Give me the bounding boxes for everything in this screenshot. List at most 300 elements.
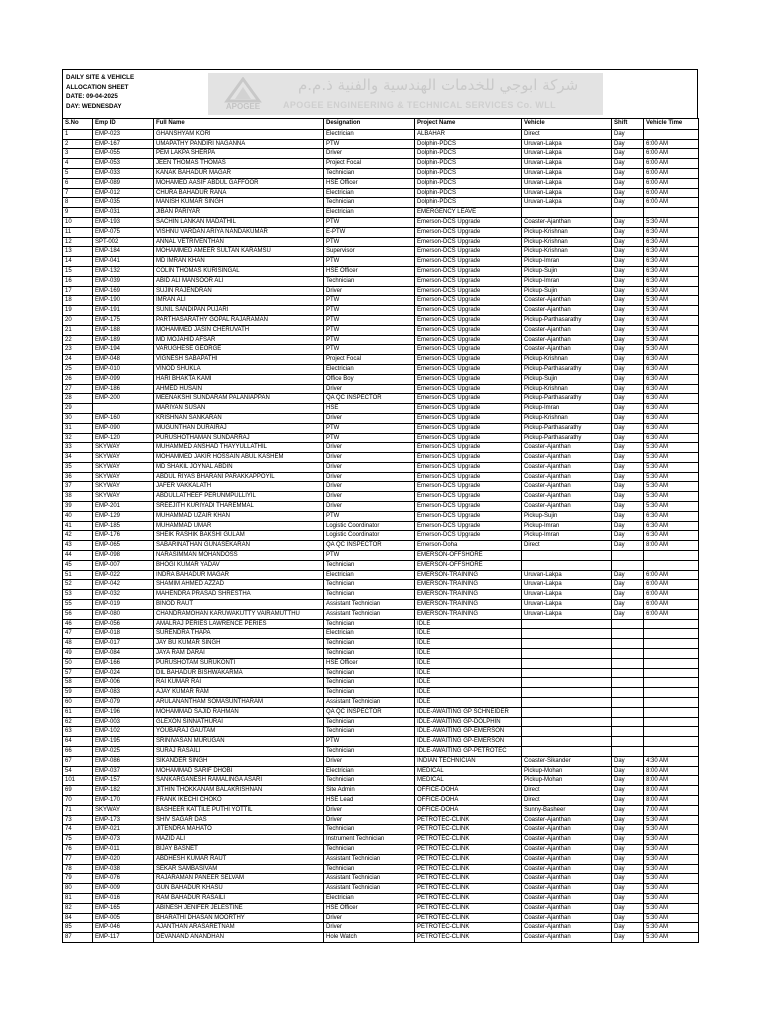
- table-cell: 50: [63, 658, 93, 668]
- table-cell: 31: [63, 423, 93, 433]
- table-cell: MD SHAKIL JOYNAL ABDIN: [154, 462, 324, 472]
- table-cell: MOHAMMED AMEER SULTAN KARAMSU: [154, 247, 324, 257]
- table-cell: Pickup-Imran: [522, 521, 612, 531]
- table-row: [63, 355, 699, 365]
- table-cell: 6:30 AM: [644, 511, 699, 521]
- table-row: [63, 541, 699, 551]
- table-cell: 5:30 AM: [644, 482, 699, 492]
- table-cell: PURUSHOTHAMAN SUNDARRAJ: [154, 433, 324, 443]
- table-cell: 6:30 AM: [644, 355, 699, 365]
- table-cell: Day: [612, 168, 644, 178]
- table-cell: Pickup-Imran: [522, 404, 612, 414]
- table-row: [63, 649, 699, 659]
- table-cell: PETROTEC-CLINK: [415, 874, 522, 884]
- table-cell: 6: [63, 178, 93, 188]
- table-cell: Uruvan-Lakpa: [522, 188, 612, 198]
- table-cell: EMP-011: [93, 844, 154, 854]
- table-cell: 6:30 AM: [644, 374, 699, 384]
- table-cell: ANNAL VETRIVENTHAN: [154, 237, 324, 247]
- table-cell: 6:30 AM: [644, 364, 699, 374]
- table-cell: IMRAN ALI: [154, 296, 324, 306]
- table-cell: 5:30 AM: [644, 325, 699, 335]
- table-cell: EMP-190: [93, 296, 154, 306]
- table-cell: GUN BAHADUR KHASU: [154, 884, 324, 894]
- table-cell: 4:30 AM: [644, 756, 699, 766]
- table-row: [63, 776, 699, 786]
- table-cell: 6:30 AM: [644, 423, 699, 433]
- table-cell: [644, 629, 699, 639]
- table-cell: 15: [63, 266, 93, 276]
- table-cell: VISHNU VARDAN ARIYA NANDAKUMAR: [154, 227, 324, 237]
- table-cell: 7:00 AM: [644, 805, 699, 815]
- table-cell: EMP-200: [93, 394, 154, 404]
- table-cell: PTW: [324, 335, 415, 345]
- table-cell: Emerson-DCS Upgrade: [415, 306, 522, 316]
- table-cell: Coaster-Ajanthan: [522, 492, 612, 502]
- table-cell: PETROTEC-CLINK: [415, 923, 522, 933]
- table-cell: IDLE: [415, 629, 522, 639]
- table-cell: 45: [63, 560, 93, 570]
- table-cell: 10: [63, 217, 93, 227]
- table-cell: 73: [63, 815, 93, 825]
- table-cell: 23: [63, 345, 93, 355]
- table-cell: Logistic Coordinator: [324, 521, 415, 531]
- table-cell: 5:30 AM: [644, 335, 699, 345]
- table-cell: EMERSON-OFFSHORE: [415, 551, 522, 561]
- table-cell: 29: [63, 404, 93, 414]
- table-cell: Site Admin: [324, 786, 415, 796]
- table-cell: EMERSON-TRAINING: [415, 580, 522, 590]
- table-cell: 6:30 AM: [644, 286, 699, 296]
- table-row: [63, 893, 699, 903]
- table-row: [63, 404, 699, 414]
- table-cell: SABARINATHAN GUNASEKARAN: [154, 541, 324, 551]
- table-cell: 22: [63, 335, 93, 345]
- table-cell: EMP-188: [93, 325, 154, 335]
- table-cell: Driver: [324, 502, 415, 512]
- table-cell: 5:30 AM: [644, 217, 699, 227]
- table-cell: Day: [612, 590, 644, 600]
- table-cell: Day: [612, 933, 644, 943]
- table-cell: Day: [612, 404, 644, 414]
- table-cell: SEKAR SAMBASIVAM: [154, 864, 324, 874]
- table-cell: Emerson-DCS Upgrade: [415, 276, 522, 286]
- table-cell: 5:30 AM: [644, 893, 699, 903]
- table-cell: SREEJITH KURIYADI THAREMMAL: [154, 502, 324, 512]
- table-cell: [612, 678, 644, 688]
- table-cell: MD IMRAN KHAN: [154, 257, 324, 267]
- table-cell: Day: [612, 286, 644, 296]
- table-cell: YOUBARAJ GAUTAM: [154, 727, 324, 737]
- table-row: [63, 727, 699, 737]
- table-cell: 6:30 AM: [644, 257, 699, 267]
- table-cell: EMP-056: [93, 619, 154, 629]
- table-row: [63, 433, 699, 443]
- table-cell: 8:00 AM: [644, 776, 699, 786]
- table-cell: NARASIMMAN MOHANDOSS: [154, 551, 324, 561]
- table-cell: Day: [612, 315, 644, 325]
- table-cell: Assistant Technician: [324, 600, 415, 610]
- column-header: Shift: [612, 119, 644, 130]
- table-cell: Coaster-Ajanthan: [522, 502, 612, 512]
- column-header: Project Name: [415, 119, 522, 130]
- table-row: [63, 639, 699, 649]
- table-cell: [612, 727, 644, 737]
- table-cell: [612, 649, 644, 659]
- table-cell: Emerson-DCS Upgrade: [415, 502, 522, 512]
- table-cell: VARUGHESE GEORGE: [154, 345, 324, 355]
- table-row: [63, 511, 699, 521]
- table-cell: [612, 747, 644, 757]
- table-cell: Pickup-Krishnan: [522, 355, 612, 365]
- table-cell: 6:30 AM: [644, 315, 699, 325]
- table-cell: [644, 678, 699, 688]
- table-cell: Day: [612, 306, 644, 316]
- table-cell: PTW: [324, 423, 415, 433]
- table-cell: 5:30 AM: [644, 874, 699, 884]
- table-cell: EMP-184: [93, 247, 154, 257]
- table-cell: Day: [612, 786, 644, 796]
- table-cell: Day: [612, 149, 644, 159]
- table-cell: [644, 747, 699, 757]
- table-row: [63, 600, 699, 610]
- table-cell: Emerson-DCS Upgrade: [415, 247, 522, 257]
- table-cell: Coaster-Ajanthan: [522, 933, 612, 943]
- table-cell: BHOGI KUMAR YADAV: [154, 560, 324, 570]
- table-cell: 26: [63, 374, 93, 384]
- table-row: [63, 580, 699, 590]
- table-cell: Emerson-DCS Upgrade: [415, 462, 522, 472]
- table-cell: Day: [612, 266, 644, 276]
- table-row: [63, 178, 699, 188]
- table-cell: EMP-010: [93, 364, 154, 374]
- table-row: [63, 874, 699, 884]
- table-cell: 5:30 AM: [644, 913, 699, 923]
- sheet-title-block: [66, 73, 134, 111]
- table-cell: Coaster-Ajanthan: [522, 306, 612, 316]
- table-cell: SIKANDER SINGH: [154, 756, 324, 766]
- table-cell: Coaster-Ajanthan: [522, 443, 612, 453]
- table-cell: Driver: [324, 756, 415, 766]
- table-cell: 54: [63, 766, 93, 776]
- table-cell: 101: [63, 776, 93, 786]
- table-cell: 6:00 AM: [644, 168, 699, 178]
- table-row: [63, 443, 699, 453]
- column-header: Full Name: [154, 119, 324, 130]
- table-cell: Electrician: [324, 570, 415, 580]
- table-row: [63, 188, 699, 198]
- table-cell: EMP-065: [93, 541, 154, 551]
- column-header: Designation: [324, 119, 415, 130]
- table-cell: PETROTEC-CLINK: [415, 825, 522, 835]
- table-cell: 80: [63, 884, 93, 894]
- table-cell: 5: [63, 168, 93, 178]
- table-header-row: [63, 119, 699, 130]
- table-cell: 5:30 AM: [644, 923, 699, 933]
- table-cell: Coaster-Ajanthan: [522, 815, 612, 825]
- table-cell: MUGUNTHAN DURAIRAJ: [154, 423, 324, 433]
- table-cell: Pickup-Parthasarathy: [522, 433, 612, 443]
- table-cell: Driver: [324, 482, 415, 492]
- table-cell: [644, 129, 699, 139]
- table-cell: 6:30 AM: [644, 394, 699, 404]
- table-cell: Electrician: [324, 893, 415, 903]
- table-cell: PTW: [324, 511, 415, 521]
- table-cell: Day: [612, 609, 644, 619]
- table-cell: 21: [63, 325, 93, 335]
- table-cell: 47: [63, 629, 93, 639]
- table-cell: 35: [63, 462, 93, 472]
- table-cell: AHMED HUSAIN: [154, 384, 324, 394]
- table-cell: Day: [612, 570, 644, 580]
- table-cell: EMP-046: [93, 923, 154, 933]
- table-cell: 66: [63, 747, 93, 757]
- table-cell: EMP-032: [93, 590, 154, 600]
- table-cell: SKYWAY: [93, 443, 154, 453]
- table-cell: Dolphin-PDCS: [415, 149, 522, 159]
- table-cell: [612, 698, 644, 708]
- table-cell: Pickup-Imran: [522, 257, 612, 267]
- table-row: [63, 815, 699, 825]
- table-cell: SKYWAY: [93, 453, 154, 463]
- table-cell: 34: [63, 453, 93, 463]
- table-cell: Day: [612, 482, 644, 492]
- table-cell: 37: [63, 482, 93, 492]
- table-cell: Driver: [324, 413, 415, 423]
- table-cell: EMP-005: [93, 913, 154, 923]
- table-cell: Pickup-Sujin: [522, 511, 612, 521]
- table-row: [63, 825, 699, 835]
- table-cell: ABINESH JENIFER JELESTINE: [154, 903, 324, 913]
- table-cell: EMP-195: [93, 737, 154, 747]
- table-cell: 6:00 AM: [644, 600, 699, 610]
- table-cell: SURENDRA THAPA: [154, 629, 324, 639]
- table-cell: Day: [612, 541, 644, 551]
- table-cell: Pickup-Krishnan: [522, 237, 612, 247]
- table-cell: [612, 707, 644, 717]
- table-cell: [612, 629, 644, 639]
- table-cell: Day: [612, 433, 644, 443]
- table-cell: Coaster-Ajanthan: [522, 903, 612, 913]
- table-cell: Coaster-Ajanthan: [522, 854, 612, 864]
- table-cell: 48: [63, 639, 93, 649]
- table-cell: IDLE: [415, 678, 522, 688]
- table-cell: 6:30 AM: [644, 521, 699, 531]
- table-cell: 70: [63, 795, 93, 805]
- table-cell: QA QC INSPECTOR: [324, 541, 415, 551]
- table-cell: Day: [612, 600, 644, 610]
- table-row: [63, 560, 699, 570]
- table-cell: 6:00 AM: [644, 580, 699, 590]
- table-cell: PTW: [324, 139, 415, 149]
- table-cell: Hole Watch: [324, 933, 415, 943]
- table-cell: Driver: [324, 462, 415, 472]
- table-cell: PETROTEC-CLINK: [415, 854, 522, 864]
- table-cell: EMP-007: [93, 560, 154, 570]
- table-cell: Day: [612, 384, 644, 394]
- table-cell: Technician: [324, 639, 415, 649]
- table-row: [63, 374, 699, 384]
- table-cell: SACHIN LANKAN MADATHIL: [154, 217, 324, 227]
- table-cell: EMP-193: [93, 217, 154, 227]
- table-cell: Pickup-Parthasarathy: [522, 394, 612, 404]
- table-cell: EMP-089: [93, 178, 154, 188]
- table-cell: MUHAMMED ANSHAD THAYYULLATHIL: [154, 443, 324, 453]
- table-cell: Coaster-Ajanthan: [522, 472, 612, 482]
- table-cell: Technician: [324, 688, 415, 698]
- table-row: [63, 266, 699, 276]
- table-cell: EMP-084: [93, 649, 154, 659]
- table-cell: PTW: [324, 315, 415, 325]
- table-cell: Day: [612, 345, 644, 355]
- table-cell: Emerson-DCS Upgrade: [415, 217, 522, 227]
- table-row: [63, 462, 699, 472]
- table-row: [63, 531, 699, 541]
- table-cell: Assistant Technician: [324, 609, 415, 619]
- table-cell: Uruvan-Lakpa: [522, 139, 612, 149]
- table-cell: Day: [612, 364, 644, 374]
- table-cell: Day: [612, 462, 644, 472]
- table-row: [63, 835, 699, 845]
- table-cell: 84: [63, 913, 93, 923]
- table-cell: Day: [612, 423, 644, 433]
- table-cell: [522, 649, 612, 659]
- table-cell: EMP-191: [93, 306, 154, 316]
- table-cell: Day: [612, 766, 644, 776]
- table-cell: 63: [63, 727, 93, 737]
- table-cell: Day: [612, 864, 644, 874]
- table-cell: [644, 649, 699, 659]
- table-cell: Electrician: [324, 208, 415, 218]
- table-cell: 6:00 AM: [644, 198, 699, 208]
- table-cell: 49: [63, 649, 93, 659]
- table-cell: Driver: [324, 149, 415, 159]
- table-cell: [644, 698, 699, 708]
- sheet-header: [62, 69, 698, 118]
- table-row: [63, 688, 699, 698]
- table-cell: MOHAMMED JAKIR HOSSAIN ABUL KASHEM: [154, 453, 324, 463]
- table-cell: 6:30 AM: [644, 227, 699, 237]
- table-cell: Technician: [324, 198, 415, 208]
- table-cell: Uruvan-Lakpa: [522, 590, 612, 600]
- table-cell: 8:00 AM: [644, 786, 699, 796]
- table-cell: Direct: [522, 541, 612, 551]
- table-cell: 5:30 AM: [644, 345, 699, 355]
- company-name-english: APOGEE ENGINEERING & TECHNICAL SERVICES Co. WLL: [283, 100, 556, 110]
- table-cell: Driver: [324, 913, 415, 923]
- table-cell: EMP-025: [93, 747, 154, 757]
- table-cell: 5:30 AM: [644, 864, 699, 874]
- table-row: [63, 286, 699, 296]
- table-cell: 16: [63, 276, 93, 286]
- table-cell: PETROTEC-CLINK: [415, 893, 522, 903]
- table-cell: 4: [63, 159, 93, 169]
- table-cell: Day: [612, 580, 644, 590]
- table-cell: PTW: [324, 325, 415, 335]
- table-row: [63, 139, 699, 149]
- table-cell: Driver: [324, 805, 415, 815]
- table-cell: EMP-167: [93, 139, 154, 149]
- table-cell: EMP-018: [93, 629, 154, 639]
- table-cell: EMP-022: [93, 570, 154, 580]
- table-cell: 5:30 AM: [644, 815, 699, 825]
- table-cell: HSE Lead: [324, 795, 415, 805]
- table-cell: 6:00 AM: [644, 178, 699, 188]
- table-cell: MUHAMMAD UMAR: [154, 521, 324, 531]
- table-cell: 8:00 AM: [644, 541, 699, 551]
- table-cell: INDRA BAHADUR MAGAR: [154, 570, 324, 580]
- table-cell: PTW: [324, 237, 415, 247]
- table-cell: Emerson-DCS Upgrade: [415, 364, 522, 374]
- sheet-title-line1: DAILY SITE & VEHICLE: [66, 74, 135, 81]
- table-cell: Uruvan-Lakpa: [522, 580, 612, 590]
- table-cell: EMP-009: [93, 884, 154, 894]
- table-cell: INDIAN TECHNICIAN: [415, 756, 522, 766]
- table-cell: Day: [612, 276, 644, 286]
- column-header: Vehicle Time: [644, 119, 699, 130]
- table-cell: 30: [63, 413, 93, 423]
- table-cell: Emerson-DCS Upgrade: [415, 433, 522, 443]
- table-cell: Emerson-DCS Upgrade: [415, 521, 522, 531]
- table-cell: 6:00 AM: [644, 159, 699, 169]
- table-cell: ABDUL RIYAS BHARANI PARAKKAPPOYIL: [154, 472, 324, 482]
- table-row: [63, 227, 699, 237]
- table-cell: Technician: [324, 727, 415, 737]
- table-cell: 28: [63, 394, 93, 404]
- table-cell: [644, 727, 699, 737]
- table-cell: PTW: [324, 257, 415, 267]
- table-cell: BIJAY BASNET: [154, 844, 324, 854]
- table-cell: 2: [63, 139, 93, 149]
- table-cell: Emerson-DCS Upgrade: [415, 286, 522, 296]
- table-row: [63, 766, 699, 776]
- table-cell: Coaster-Ajanthan: [522, 462, 612, 472]
- table-cell: 51: [63, 570, 93, 580]
- table-cell: Uruvan-Lakpa: [522, 159, 612, 169]
- table-row: [63, 276, 699, 286]
- table-row: [63, 129, 699, 139]
- table-cell: Day: [612, 521, 644, 531]
- table-cell: 17: [63, 286, 93, 296]
- table-cell: PEM LAKPA SHERPA: [154, 149, 324, 159]
- table-cell: 79: [63, 874, 93, 884]
- table-row: [63, 472, 699, 482]
- table-cell: E-PTW: [324, 227, 415, 237]
- table-cell: OFFICE-DOHA: [415, 805, 522, 815]
- table-cell: Day: [612, 296, 644, 306]
- table-cell: Pickup-Mohan: [522, 766, 612, 776]
- table-cell: Office Boy: [324, 374, 415, 384]
- table-cell: Direct: [522, 129, 612, 139]
- table-cell: EMERGENCY LEAVE: [415, 208, 522, 218]
- table-cell: 78: [63, 864, 93, 874]
- table-cell: 69: [63, 786, 93, 796]
- table-cell: EMP-160: [93, 413, 154, 423]
- table-cell: ABID ALI MANSOOR ALI: [154, 276, 324, 286]
- table-row: [63, 619, 699, 629]
- table-cell: 5:30 AM: [644, 453, 699, 463]
- table-cell: MD MOJAHID AFSAR: [154, 335, 324, 345]
- table-row: [63, 482, 699, 492]
- table-cell: [644, 560, 699, 570]
- table-cell: MOHAMMAD SARIF DHOBI: [154, 766, 324, 776]
- table-cell: 1: [63, 129, 93, 139]
- table-cell: Emerson-DCS Upgrade: [415, 482, 522, 492]
- table-cell: EMERSON-OFFSHORE: [415, 560, 522, 570]
- table-cell: CHANDRAMOHAN KARUWAKUTTY VAIRAMUTTHU: [154, 609, 324, 619]
- table-cell: [522, 560, 612, 570]
- table-cell: EMP-189: [93, 335, 154, 345]
